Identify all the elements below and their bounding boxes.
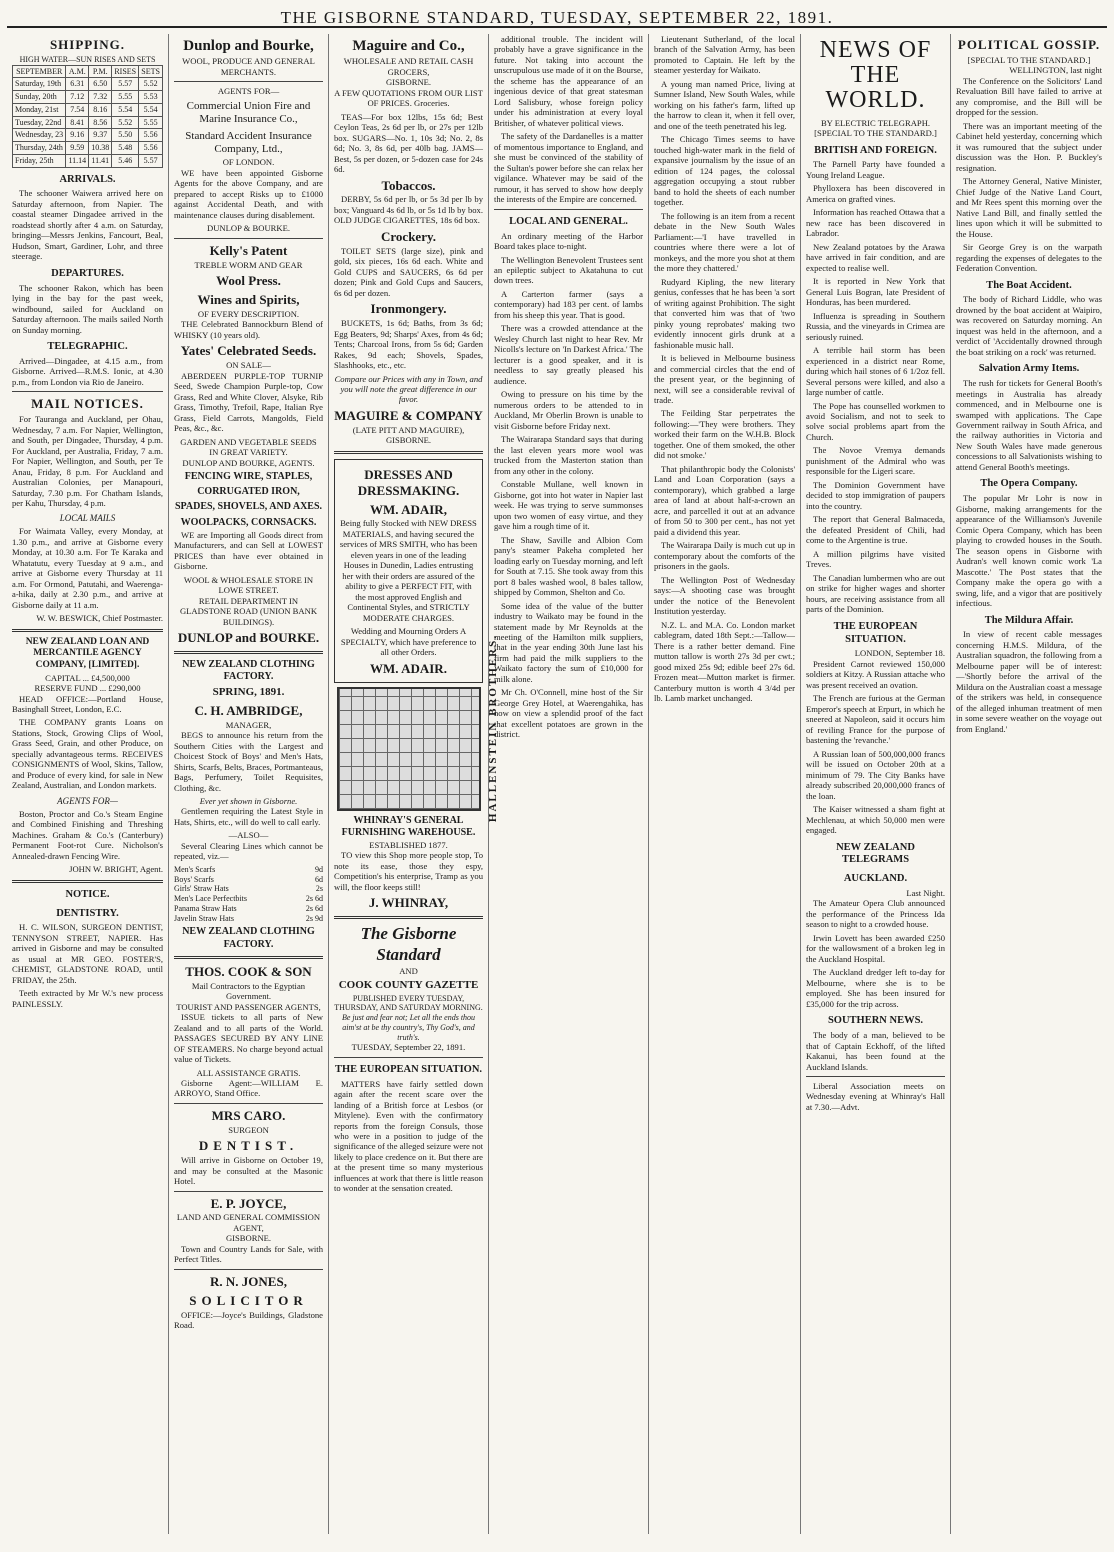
assist: ALL ASSISTANCE GRATIS.: [196, 1067, 301, 1078]
price-row: [174, 914, 323, 924]
price-list: [174, 865, 323, 924]
price-value: 2s: [315, 884, 323, 894]
kelly-title: Kelly's Patent: [209, 242, 288, 258]
column-4: [489, 34, 649, 1534]
tides-title: HIGH WATER—SUN RISES AND SETS: [19, 54, 156, 64]
tides-cell: 5.56: [139, 129, 163, 142]
tides-cell: 10.38: [89, 142, 112, 155]
divider: [174, 651, 323, 654]
maguire-sub: WHOLESALE AND RETAIL CASH GROCERS,: [343, 56, 474, 77]
tides-header-cell: SETS: [139, 65, 163, 78]
local-item: The Wairarapa Standard says that during the last eleven years more wool was trucked from the Masterton station than from any other in the colony.: [494, 434, 643, 476]
boat-text: The body of Richard Liddle, who was drowned by the boat accident at Waipiro, was recovered on Saturday morning. An inquest was held in the afternoon, and a verdict of 'Accidentally drowned through the boat striking on a rock' was returned.: [956, 294, 1102, 357]
leader-heading: THE EUROPEAN SITUATION.: [334, 1063, 483, 1075]
price-value: 2s 6d: [305, 894, 323, 904]
wedding-text: Wedding and Mourning Orders A SPECIALTY, which have preference to all other Orders.: [340, 626, 477, 658]
local-item: A Carterton farmer (says a contemporary) had 183 per cent. of lambs from his sheep this year. That is good.: [494, 288, 643, 320]
cable-item: Information has reached Ottawa that a new race has been discovered in Labrador.: [806, 207, 945, 239]
caro-title: MRS CARO.: [211, 1107, 286, 1123]
price-value: 2s 9d: [305, 913, 323, 923]
painless-text: Teeth extracted by Mr W.'s new process PAINLESSLY.: [12, 988, 163, 1009]
divider: [174, 81, 323, 82]
divider: [334, 1057, 483, 1058]
insurance-title: Commercial Union Fire and Marine Insurance Co.,: [186, 99, 311, 126]
news-item: The Wairarapa Daily is much cut up in contemporary about the comforts of the prisoners in the gaols.: [654, 540, 795, 572]
leader-continued-2: The safety of the Dardanelles is a matter of momentous importance to England, and she must be convinced of the stability of the Sultan's power before she can relax her vigilance. Whatever may be said of the rumour, it has served to show how deeply the interests of the Empire are concerned.: [494, 131, 643, 205]
price-row: [174, 875, 323, 885]
iron-text: BUCKETS, 1s 6d; Baths, from 3s 6d; Egg Beaters, 9d; Sharps' Axes, from 4s 6d; Tents; Charcoal Irons, from 5s 6d; Garden Rakes, 9d each; Shovels, Spades, Slashhooks, etc., etc.: [334, 318, 483, 371]
divider: [174, 956, 323, 959]
dunlop-sub: WOOL, PRODUCE AND GENERAL MERCHANTS.: [182, 56, 315, 77]
ironmongery-heading: Ironmongery.: [370, 301, 447, 317]
shipping-heading: SHIPPING.: [49, 37, 126, 52]
tides-cell: 9.16: [66, 129, 89, 142]
tides-header-cell: P.M.: [89, 65, 112, 78]
tobacco-text: DERBY, 5s 6d per lb, or 5s 3d per lb by box; Vanguard 4s 6d lb, or 5s 1d lb by box. OLD JUDGE CIGARETTES, 18s 6d box.: [334, 194, 483, 226]
cable-item: The Pope has counselled workmen to avoid Socialism, and not to seek to solve social problems apart from the Church.: [806, 400, 945, 442]
tides-cell: 11.14: [66, 154, 89, 167]
political-item: Sir George Grey is on the warpath regarding the expenses of delegates to the Federation Convention.: [956, 242, 1102, 274]
dunlop-title: Dunlop and Bourke,: [183, 38, 314, 54]
tides-cell: 5.52: [112, 116, 139, 129]
tourist: TOURIST AND PASSENGER AGENTS,: [176, 1001, 321, 1012]
tides-cell: 8.56: [89, 116, 112, 129]
tides-cell: 7.32: [89, 91, 112, 104]
cable-item: New Zealand potatoes by the Arawa have arrived in fair condition, and are expected to realise well.: [806, 241, 945, 273]
cable-item: A million pilgrims have visited Treves.: [806, 548, 945, 570]
on-sale: ON SALE—: [226, 360, 271, 371]
mail-heading: MAIL NOTICES.: [31, 396, 144, 412]
cable-item: President Carnot reviewed 150,000 soldiers at Kitzy. A Russian attache who was present received an ovation.: [806, 658, 945, 690]
divider: [494, 209, 643, 210]
cable-item: Phylloxera has been discovered in America on grafted vines.: [806, 183, 945, 204]
price-item: Javelin Straw Hats: [174, 913, 234, 923]
tides-cell: 7.12: [66, 91, 89, 104]
dentistry-heading: DENTISTRY.: [56, 907, 119, 919]
leader-text: MATTERS have fairly settled down again after the recent scare over the landing of a British force at Lesbos (or Mitylene). Even with the confirmatory reports from the foreign Consuls, those who were in a position to judge of the significance of the alleged seizure were not likely to place credence on it. But there are at the present time so many mysterious influences at work that there is little reason to wonder at the sensation created.: [334, 1078, 483, 1194]
capital: CAPITAL ... £4,500,000: [45, 672, 130, 683]
last-night: Last Night.: [906, 887, 945, 898]
divider: [12, 629, 163, 632]
tides-cell: Tuesday, 22nd: [13, 116, 66, 129]
kelly-sub: TREBLE WORM AND GEAR: [194, 259, 303, 270]
fencing: FENCING WIRE, STAPLES,: [184, 470, 313, 482]
departures-text: The schooner Rakon, which has been lying in the bay for the past week, windbound, sailed for Auckland on Saturday afternoon. The mails sailed North on Sunday morning.: [12, 282, 163, 335]
garden-seeds: GARDEN AND VEGETABLE SEEDS: [180, 436, 317, 447]
crockery-text: TOILET SETS (large size), pink and gold, six pieces, 16s 6d each. White and Gold CUPS and SAUCERS, 6s 6d per dozen; Pink and Gold Cups and Saucers, 6s 6d per dozen.: [334, 245, 483, 298]
cable-item: The Kaiser witnessed a sham fight at Mechlenau, at which 50,000 men were engaged.: [806, 804, 945, 836]
price-item: Men's Lace Perfectbits: [174, 894, 247, 904]
cable-item: A Russian loan of 500,000,000 francs will be issued on October 20th at a minimum of 79. The City Banks have already subscribed 20,000,000 francs of the loan.: [806, 748, 945, 801]
paper-sub: COOK COUNTY GAZETTE: [338, 979, 479, 992]
caro-text: Will arrive in Gisborne on October 19, and may be consulted at the Masonic Hotel.: [174, 1155, 323, 1187]
political-item: The Attorney General, Native Minister, Chief Judge of the Native Land Court, and Mr Rees spent this morning over the Native Land Bill, and finally settled the lines upon which it will be submitted to the House.: [956, 176, 1102, 239]
european-heading: THE EUROPEAN SITUATION.: [833, 620, 918, 645]
column-1: [7, 34, 169, 1534]
price-item: Girls' Straw Hats: [174, 884, 229, 894]
tides-cell: 5.46: [112, 154, 139, 167]
agents-for: AGENTS FOR—: [57, 795, 118, 806]
leader-continued-1: additional trouble. The incident will probably have a grave significance in the future. Not taking into account the unscrupulous use made of it on the Bourse, the scheme has the appearance of an ingenious device of that great statesman Lord Salisbury, whose foreign policy under his administration at every loyal Britisher, of whatever political views.: [494, 34, 643, 128]
local-heading: LOCAL AND GENERAL.: [509, 215, 628, 227]
boat-heading: The Boat Accident.: [986, 279, 1072, 291]
local-item: The Shaw, Saville and Albion Com pany's steamer Pakeha completed her loading early on Tuesday morning, and left for South at 7.15. She took away from this port 8 bales washed wool, 8 bales tallow, shipped by Common, Shelton and Co.: [494, 534, 643, 598]
price-row: [174, 894, 323, 904]
news-item: A young man named Price, living at Sumner Island, New South Wales, while working on his father's farm, lifted up the harrow to clean it, when it fell over, and one of the teeth penetrated his leg.: [654, 78, 795, 131]
manager: MANAGER,: [225, 719, 272, 730]
tides-cell: 5.55: [112, 91, 139, 104]
hallenstein-banner: HALLENSTEIN BROTHERS.: [487, 634, 499, 823]
telegraphic-heading: TELEGRAPHIC.: [47, 341, 128, 353]
dunlop-sign-2: DUNLOP and BOURKE.: [177, 630, 320, 646]
cook-title: THOS. COOK & SON: [185, 963, 312, 979]
also: —ALSO—: [228, 830, 269, 841]
local-mails-text: For Waimata Valley, every Monday, at 1.30 p.m., and arrive at Gisborne every Monday, at 10.30 a.m. For Te Karaka and Whatatutu, every Tuesday at 9 a.m., and arrive at Gisborne every Thursday at 11 a.m. For Ormond, Patutahi, and Waerenga-a-hika, daily at 2.30 p.m., and arrive at Gisborne daily at 11 a.m.: [12, 526, 163, 610]
nz-item: The body of a man, believed to be that of Captain Eckhoff, of the lifted Kakanui, has been found at the Auckland Islands.: [806, 1030, 945, 1072]
tides-cell: 5.52: [139, 78, 163, 91]
agents-sign: DUNLOP AND BOURKE, AGENTS.: [182, 457, 315, 468]
tides-cell: 9.37: [89, 129, 112, 142]
maguire-sign: MAGUIRE & COMPANY: [334, 407, 483, 423]
dentist-text: H. C. WILSON, SURGEON DENTIST, TENNYSON STREET, NAPIER. Has arrived in Gisborne and may be consulted as usual at MR GEO. FOSTER'S, CHEMIST, GLADSTONE ROAD, until FRIDAY, the 25th.: [12, 922, 163, 985]
arrivals-text: The schooner Waiwera arrived here on Saturday afternoon, from Napier. The coastal steamer Dingadee arrived in the roadstead shortly after 4 a.m. on Saturday, bringing—Messrs Jenkins, Fancourt, Beal, Hudson, Smart, Gardiner, Lohr, and three steerage.: [12, 188, 163, 262]
established: ESTABLISHED 1877.: [369, 839, 448, 850]
whinray-text: TO view this Shop more people stop, To note its ease, those they espy, Competition's his enterprise, Tramp as you will, the floor keeps still!: [334, 850, 483, 892]
news-item: The Chicago Times seems to have touched high-water mark in the field of expansive journalism by the issue of an edition of 124 pages, the colossal aggregation occupying a stout rubber band to hold the sheets of each number together.: [654, 134, 795, 208]
clearing-text: Several Clearing Lines which cannot be repeated, viz.—: [174, 840, 323, 862]
wool-store: WOOL & WHOLESALE STORE IN LOWE STREET.: [183, 574, 314, 596]
of-london: OF LONDON.: [222, 157, 275, 168]
liberal-notice: Liberal Association meets on Wednesday evening at Whinray's Hall at 7.30.—Advt.: [806, 1080, 945, 1112]
arrivals-heading: ARRIVALS.: [59, 173, 116, 185]
agents-text: Boston, Proctor and Co.'s Steam Engine and Combined Finishing and Threshing Machines. Graham & Co.'s (Canterbury) Permanent Foot-rot Cure. Nicholson's Annealed-drawn Fencing Wire.: [12, 808, 163, 861]
tides-row: [13, 78, 163, 91]
tides-header-cell: RISES: [112, 65, 139, 78]
motto: Be just and fear not; Let all the ends thou aim'st at be thy country's, Thy God's, and truth's.: [341, 1013, 476, 1042]
divider: [334, 916, 483, 919]
cable-item: A terrible hail storm has been experienced in a district near Rome, during which hail stones of 6 1/2oz fell. Several persons were killed, and also a large number of cattle.: [806, 345, 945, 398]
tides-cell: 6.50: [89, 78, 112, 91]
divider: [806, 1076, 945, 1077]
tides-cell: 5.48: [112, 142, 139, 155]
tides-header-row: [13, 65, 163, 78]
cable-item: The Parnell Party have founded a Young Ireland League.: [806, 159, 945, 180]
local-item: The Wellington Benevolent Trustees sent an epileptic subject to Akatahuna to cut down trees.: [494, 254, 643, 286]
tides-row: [13, 154, 163, 167]
issue-date: TUESDAY, September 22, 1891.: [351, 1042, 466, 1053]
news-item: That philanthropic body the Colonists' Land and Loan Corporation (says a contemporary), which grabbed a large area of land at about half-a-crown an acre, and parcelled it out at an advance of from 50 to 300 per cent., has not yet paid a dividend this year.: [654, 463, 795, 537]
ambridge-text: BEGS to announce his return from the Southern Cities with the Largest and Choicest Stock of Boys' and Men's Hats, Shirts, Scarfs, Belts, Braces, Portmanteaus, Bags, Perfumery, Toilet Requisites, Clothing, &c.: [174, 730, 323, 793]
warehouse-engraving: [337, 687, 481, 811]
price-item: Men's Scarfs: [174, 864, 216, 874]
tides-header-cell: A.M.: [66, 65, 89, 78]
nz-item: The Amateur Opera Club announced the performance of the Princess Ida season to night to a crowded house.: [806, 898, 945, 930]
joyce-sub: LAND AND GENERAL COMMISSION AGENT,: [176, 1212, 321, 1233]
cook-agent: Gisborne Agent:—WILLIAM E. ARROYO, Stand Office.: [174, 1077, 323, 1099]
postmaster: W. W. BESWICK, Chief Postmaster.: [36, 613, 163, 624]
mildura-text: In view of recent cable messages concerning H.M.S. Mildura, of the Australian squadron, the following from a Melbourne paper will be of interest:—'Shortly before the arrival of the Mildura on the Australian coast a message of the strikers was held, in consequence of the alleged inhuman treatment of men in some severe weather on the voyage out from England.': [956, 629, 1102, 734]
maguire-gisborne-2: GISBORNE.: [385, 435, 432, 446]
local-item: Mr Ch. O'Connell, mine host of the Sir George Grey Hotel, at Waerengahika, has now on view a splendid proof of the fact that excellent potatoes are grown in the district.: [494, 687, 643, 740]
cable-item: The report that General Balmaceda, the defeated President of Chili, had come to the Argentine is true.: [806, 514, 945, 546]
mail-text: For Tauranga and Auckland, per Ohau, Wednesday, 7 a.m. For Napier, Wellington, and South, per Dingadee, Thursday, 4 p.m. For Auckland, per Australia, Friday, 7 a.m. For Napier, Wellington, and South, per Te Anau, Friday, 8 p.m. For Auckland and Australian Colonies, per Manapouri, Saturday, 7.30 p.m. For Chatham Islands, per Kahu, Thursday, 4 p.m.: [12, 414, 163, 508]
local-item: There was a crowded attendance at the Wesley Church last night to hear Rev. Mr Nicolls's lecture on 'In Darkest Africa.' The lecturer is a good speaker, and it is needless to say greatly pleased his audience.: [494, 323, 643, 386]
wines-title: Wines and Spirits,: [197, 291, 300, 307]
tides-cell: 5.54: [112, 103, 139, 116]
masthead: THE GISBORNE STANDARD, TUESDAY, SEPTEMBER 22, 1891.: [7, 6, 1107, 28]
joyce-text: Town and Country Lands for Sale, with Perfect Titles.: [174, 1243, 323, 1265]
dateline: LONDON, September 18.: [854, 648, 945, 659]
tides-cell: 8.16: [89, 103, 112, 116]
cable-item: The Canadian lumbermen who are out on strike for higher wages and shorter hours, are receiving assistance from all parts of the Dominion.: [806, 572, 945, 615]
departures-heading: DEPARTURES.: [51, 267, 124, 279]
cable-item: It is reported in New York that General Luis Bogran, late President of Honduras, has been murdered.: [806, 276, 945, 308]
political-heading: POLITICAL GOSSIP.: [957, 37, 1101, 52]
tides-cell: 11.41: [89, 154, 112, 167]
news-item: The following is an item from a recent debate in the New South Wales Parliament:—'I have travelled in countries where there were a lot of monkeys, and the more you shot at them the more they chattered.': [654, 210, 795, 274]
importing-text: WE are Importing all Goods direct from Manufacturers, and can Sell at LOWEST PRICES than have ever obtained in Gisborne.: [174, 529, 323, 572]
ever-yet: Ever yet shown in Gisborne.: [199, 795, 298, 806]
tides-row: [13, 116, 163, 129]
british-foreign-heading: BRITISH AND FOREIGN.: [814, 144, 937, 156]
paper-title: The Gisborne Standard: [360, 924, 457, 964]
tobaccos-heading: Tobaccos.: [381, 177, 436, 193]
wines-sub: OF EVERY DESCRIPTION.: [197, 308, 300, 319]
loan-title: NEW ZEALAND LOAN AND MERCANTILE AGENCY COMPANY, [LIMITED].: [25, 636, 150, 670]
political-item: The Conference on the Solicitors' Land Revaluation Bill have failed to arrive at any compromise, and the Bill will be dropped for the session.: [956, 75, 1102, 118]
news-item: The Feilding Star perpetrates the following:—'They were brothers. They worked their farm on the W.H.B. Block together. One of them smoked, the other did not smoke.': [654, 408, 795, 461]
tides-row: [13, 91, 163, 104]
column-7: [951, 34, 1107, 1534]
woolpacks: WOOLPACKS, CORNSACKS.: [180, 516, 317, 528]
jones-title: R. N. JONES,: [210, 1273, 287, 1289]
maguire-late: (LATE PITT AND MAGUIRE),: [352, 424, 465, 435]
paper-and: AND: [399, 965, 418, 976]
dunlop-sign: DUNLOP & BOURKE.: [207, 223, 290, 234]
seeds-text: ABERDEEN PURPLE-TOP TURNIP Seed, Swede Champion Purple-top, Cow Grass, Red and White Clover, Alsyke, Rib Grass, Timothy, Trefoil, Rape, Italian Rye Grass, Field Carrots, Mangolds, Field Peas, &c., &c.: [174, 370, 323, 434]
column-3: [329, 34, 489, 1534]
columns: [7, 34, 1107, 1534]
gisborne: GISBORNE.: [225, 1233, 272, 1244]
local-item: Some idea of the value of the butter industry to Waikato may be found in the statement made by Mr Reynolds at the meeting of the Hamilton milk suppliers, that in the year ending 30th June last his firm had paid the milk suppliers to the Waikato factory the sum of £10,000 for milk alone.: [494, 600, 643, 684]
retail: RETAIL DEPARTMENT IN GLADSTONE ROAD (UNION BANK BUILDINGS).: [179, 595, 318, 627]
column-6: [801, 34, 951, 1534]
spades: SPADES, SHOVELS, AND AXES.: [174, 501, 323, 513]
divider: [334, 451, 483, 454]
tides-cell: Monday, 21st: [13, 103, 66, 116]
news-of-world-heading: NEWS OF THE WORLD.: [819, 37, 932, 114]
cable-item: The French are furious at the German Emperor's speech at Erpurt, in which he sneered at Napoleon, said it occurs him of reviling France for the purpose of bastening the 'revanche.': [806, 693, 945, 746]
special-standard: [SPECIAL TO THE STANDARD.]: [814, 128, 937, 139]
published: PUBLISHED EVERY TUESDAY, THURSDAY, AND SATURDAY MORNING.: [334, 993, 483, 1013]
whinray-title: WHINRAY'S GENERAL FURNISHING WAREHOUSE.: [341, 814, 476, 838]
price-value: 9d: [315, 864, 323, 874]
solicitor: SOLICITOR: [189, 1292, 308, 1308]
tides-cell: 5.57: [112, 78, 139, 91]
few-quotations: A FEW QUOTATIONS FROM OUR LIST OF PRICES. Groceries.: [334, 87, 483, 109]
tides-cell: 5.56: [139, 142, 163, 155]
opera-heading: The Opera Company.: [980, 478, 1078, 490]
tides-cell: 5.55: [139, 116, 163, 129]
adair-text: Being fully Stocked with NEW DRESS MATERIALS, and having secured the services of MRS SMITH, who has been eleven years in one of the leading Houses in Dunedin, Ladies entrusting her with their orders are assured of the ability to give a PERFECT FIT, with the most approved English and Continental Styles, and STRICTLY MODERATE CHARGES.: [339, 518, 478, 623]
tides-row: [13, 129, 163, 142]
insurance-text: WE have been appointed Gisborne Agents for the above Company, and are prepared to accept Risks up to £1000 against Accidental Death, and with maintenance clauses during disablement.: [174, 167, 323, 220]
news-item: Rudyard Kipling, the new literary genius, confesses that he has been 'a sort of writing against Prohibition. The sight that converted him was that of 'two pinky young reprobates' making two evidently innocent girls drunk at a fashionable music hall.: [654, 276, 795, 350]
accident-title: Standard Accident Insurance Company, Ltd.,: [185, 129, 312, 155]
adair-ad: [334, 459, 483, 683]
tides-cell: 6.31: [66, 78, 89, 91]
price-item: Boys' Scarfs: [174, 874, 214, 884]
whisky-text: THE Celebrated Bannockburn Blend of WHISKY (10 years old).: [174, 319, 323, 340]
column-5: [649, 34, 801, 1534]
salvation-text: The rush for tickets for General Booth's meetings in Australia has already commenced, and in Melbourne one is swamped with applications. The Cape Government railway in South Africa, and the railway authorities in Victoria and New South Wales have made generous concessions to all Salvationists wishing to attend General Booth's meetings.: [956, 378, 1102, 472]
gentlemen-text: Gentlemen requiring the Latest Style in Hats, Shirts, etc., will do well to call early.: [174, 806, 323, 827]
tides-cell: Wednesday, 23: [13, 129, 66, 142]
tides-cell: 9.59: [66, 142, 89, 155]
salvation-heading: Salvation Army Items.: [978, 363, 1080, 375]
nz-clothing: NEW ZEALAND CLOTHING FACTORY.: [182, 658, 315, 683]
loan-text: THE COMPANY grants Loans on Stations, Stock, Growing Clips of Wool, Grass Seed, Grain, and other Produce, on specially advantageous terms. RECEIVES CONSIGNMENTS of Wool, Skins, Tallow, and Produce of every kind, for sale in New Zealand, Australian, and London markets.: [12, 717, 163, 791]
agents-for: AGENTS FOR—: [217, 86, 280, 97]
spring: SPRING, 1891.: [212, 686, 285, 699]
news-item: The Wellington Post of Wednesday says:—A shooting case was brought under the notice of the Benevolent Institution yesterday.: [654, 574, 795, 617]
tides-row: [13, 103, 163, 116]
agent-name: JOHN W. BRIGHT, Agent.: [69, 864, 163, 875]
price-value: 6d: [315, 874, 323, 884]
divider: [12, 391, 163, 392]
tides-cell: 5.53: [139, 91, 163, 104]
southern-news-heading: SOUTHERN NEWS.: [827, 1015, 924, 1027]
divider: [12, 880, 163, 883]
surgeon: SURGEON: [228, 1124, 269, 1135]
dateline: WELLINGTON, last night: [1009, 65, 1102, 76]
nz-clothing-2: NEW ZEALAND CLOTHING FACTORY.: [182, 926, 315, 950]
cable-item: The Novoe Vremya demands punishment of the Admiral who was responsible for the Ligeri scare.: [806, 445, 945, 477]
dresses-title: DRESSES AND DRESSMAKING.: [357, 466, 460, 498]
political-item: There was an important meeting of the Cabinet held yesterday, concerning which it was rumoured that the subject under discussion was the Hon. P. Buckley's resignation.: [956, 120, 1102, 173]
wool-press: Wool Press.: [216, 273, 281, 289]
maguire-title: Maguire and Co.,: [352, 38, 465, 54]
tides-cell: Saturday, 19th: [13, 78, 66, 91]
opera-text: The popular Mr Lohr is now in Gisborne, making arrangements for the appearance of the Williamson's Juvenile Comic Opera Company, which has been playing to crowded houses in the South. The season opens in Gisborne with Audran's well known comic work 'La Mascotte.' The Post states that the Company make the opera go with a swing, life, and a vigor that are positively infectious.: [956, 493, 1102, 609]
cook-sub: Mail Contractors to the Egyptian Government.: [191, 980, 306, 1002]
news-item: N.Z. L. and M.A. Co. London market cablegram, dated 18th Sept.:—Tallow—There is a rather better demand. Fine mutton tallow is worth 27s 3d per cwt.; good mixed 25s 9d; edible beef 27s 6d. Frozen meat—Mutton market is firmer. Canterbury mutton is worth 4 3/4d per lb. Lamb market unchanged.: [654, 619, 795, 704]
tides-table: [12, 65, 163, 168]
cable-item: The Dominion Government have decided to stop immigration of paupers into the country.: [806, 479, 945, 511]
price-row: [174, 904, 323, 914]
yates-title: Yates' Celebrated Seeds.: [180, 343, 317, 359]
local-item: Owing to pressure on his time by the numerous orders to be attended to in Auckland, Mr Oberlin Brown is unable to visit Gisborne before Friday next.: [494, 389, 643, 431]
head-office: HEAD OFFICE:—Portland House, Basinghall Street, London, E.C.: [12, 693, 163, 714]
great-variety: IN GREAT VARIETY.: [209, 447, 288, 458]
compare-text: Compare our Prices with any in Town, and you will note the great difference in our favor.: [334, 373, 483, 405]
crockery-heading: Crockery.: [381, 228, 436, 244]
tides-cell: Thursday, 24th: [13, 142, 66, 155]
cook-text: ISSUE tickets to all parts of New Zealand and to all parts of the World. PASSAGES SECURED BY ANY LINE OF STEAMERS. No charge beyond actual value of Tickets.: [174, 1012, 323, 1065]
tides-cell: 8.41: [66, 116, 89, 129]
tides-body: [13, 78, 163, 167]
corrugated: CORRUGATED IRON,: [197, 486, 300, 498]
tides-cell: Sunday, 20th: [13, 91, 66, 104]
adair-sign: WM. ADAIR.: [370, 660, 447, 676]
price-row: [174, 884, 323, 894]
mildura-heading: The Mildura Affair.: [984, 614, 1074, 626]
local-item: Constable Mullane, well known in Gisborne, got into hot water in Napier last week. He was trying to serve summonses upon two women of easy virtue, and they gave him a rough time of it.: [494, 479, 643, 532]
news-item: Lieutenant Sutherland, of the local branch of the Salvation Army, has been promoted to Captain. He left by the steamer yesterday for Waikato.: [654, 34, 795, 76]
tides-cell: Friday, 25th: [13, 154, 66, 167]
maguire-gisborne: GISBORNE.: [385, 77, 432, 88]
divider: [174, 238, 323, 239]
nz-item: Irwin Lovett has been awarded £250 for the wallowsment of a broken leg in the Auckland Hospital.: [806, 932, 945, 964]
tides-cell: 5.54: [139, 103, 163, 116]
adair-name: WM. ADAIR,: [370, 501, 447, 517]
price-item: Panama Straw Hats: [174, 903, 237, 913]
nz-telegrams-heading: NEW ZEALAND TELEGRAMS: [836, 841, 915, 866]
special-standard: [SPECIAL TO THE STANDARD.]: [967, 54, 1091, 65]
auckland-heading: AUCKLAND.: [843, 873, 908, 885]
local-item: An ordinary meeting of the Harbor Board takes place to-night.: [494, 230, 643, 252]
joyce-title: E. P. JOYCE,: [210, 1195, 287, 1211]
divider: [174, 1191, 323, 1192]
nz-item: The Auckland dredger left to-day for Melbourne, where she is to be employed. She has been insured for £35,000 for the trip across.: [806, 967, 945, 1009]
news-item: It is believed in Melbourne business and commercial circles that the end of the present year, or the beginning of next, will see a considerable revival of trade.: [654, 353, 795, 405]
price-row: [174, 865, 323, 875]
local-mails-heading: LOCAL MAILS: [59, 513, 116, 524]
tides-cell: 5.50: [112, 129, 139, 142]
tides-cell: 5.57: [139, 154, 163, 167]
dentist: DENTIST.: [198, 1138, 299, 1154]
jones-text: OFFICE:—Joyce's Buildings, Gladstone Road.: [174, 1309, 323, 1331]
price-value: 2s 6d: [305, 903, 323, 913]
tides-header-cell: SEPTEMBER: [13, 65, 66, 78]
by-telegraph: BY ELECTRIC TELEGRAPH.: [820, 117, 931, 128]
telegraphic-text: Arrived—Dingadee, at 4.15 a.m., from Gisborne. Arrived—R.M.S. Ionic, at 4.30 p.m., from London via Rio de Janeiro.: [12, 355, 163, 387]
divider: [174, 1269, 323, 1270]
column-2: [169, 34, 329, 1534]
tides-row: [13, 142, 163, 155]
tides-cell: 7.54: [66, 103, 89, 116]
newspaper-page: [7, 6, 1107, 1540]
groceries-text: TEAS—For box 12lbs, 15s 6d; Best Ceylon Teas, 2s 6d per lb, or 27s per 12lb box. SUGARS—No. 1, 10s 3d; No. 2, 8s 6d; No. 3, 8s 6d, per 40lb bag. JAMS—Best, 5s per dozen, or 5-dozen case for 24s 6d.: [334, 111, 483, 175]
divider: [174, 1103, 323, 1104]
ambridge: C. H. AMBRIDGE,: [194, 702, 303, 718]
notice-heading: NOTICE.: [65, 888, 110, 900]
whinray-sign: J. WHINRAY,: [368, 895, 449, 911]
cable-item: Influenza is spreading in Southern Russia, and the vineyards in Crimea are seriously ruined.: [806, 310, 945, 342]
reserve-fund: RESERVE FUND ... £290,000: [34, 683, 141, 694]
